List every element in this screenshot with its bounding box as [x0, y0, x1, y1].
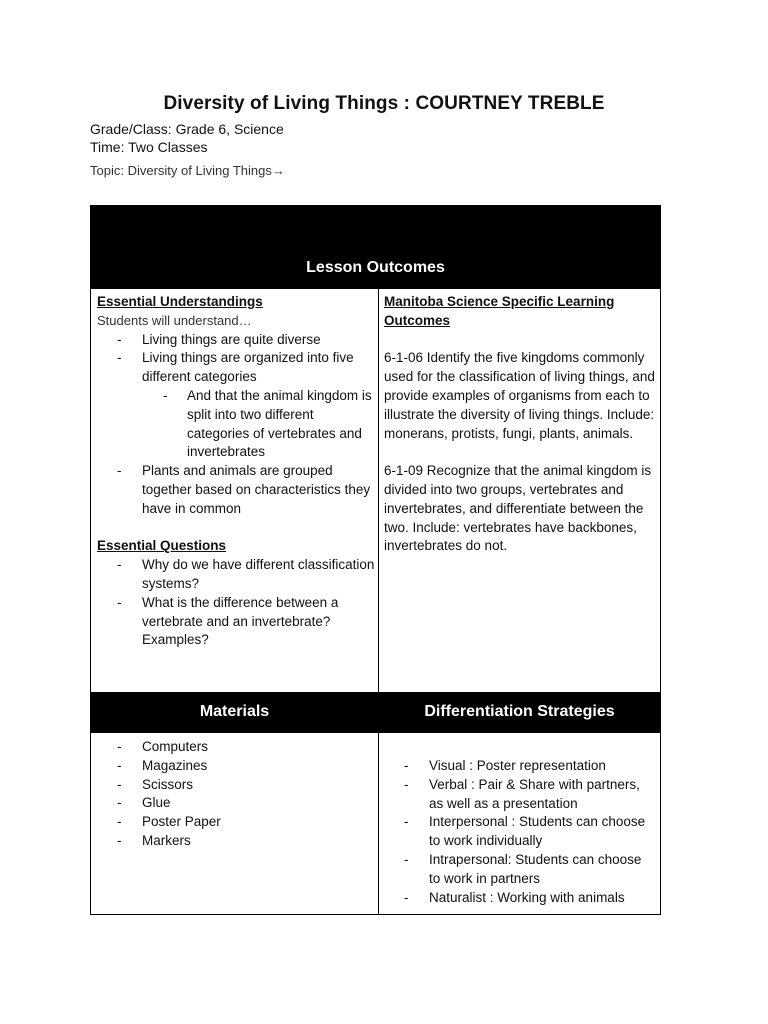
- understandings-sublist: [97, 387, 375, 462]
- list-item: [384, 776, 656, 814]
- list-item-text: Why do we have different classification systems?: [142, 557, 375, 591]
- bullet-dash: -: [117, 776, 122, 792]
- manitoba-outcomes-cell: [384, 293, 656, 556]
- materials-list: [97, 738, 375, 851]
- essential-understandings-heading: Essential Understandings: [97, 294, 263, 309]
- understandings-list-continued: [97, 462, 375, 518]
- list-item-text: Plants and animals are grouped together based on characteristics they have in common: [142, 463, 371, 516]
- list-item-text: What is the difference between a vertebrate and an invertebrate? Examples?: [142, 594, 339, 648]
- bullet-dash: -: [117, 594, 122, 610]
- understandings-intro: Students will understand…: [97, 312, 252, 328]
- lesson-plan-table: [90, 205, 661, 915]
- list-item: [97, 738, 375, 757]
- questions-list: [97, 556, 375, 650]
- list-item-text: Scissors: [142, 776, 194, 792]
- bullet-dash: -: [117, 757, 122, 773]
- list-item-text: Living things are quite diverse: [142, 331, 321, 347]
- bullet-dash: -: [117, 814, 122, 830]
- bullet-dash: -: [163, 387, 168, 403]
- outcome-6-1-09: 6-1-09 Recognize that the animal kingdom is divided into two groups, vertebrates and invertebrates, and differentiate between the two. Include: vertebrates have backbones, invertebrates do not.: [384, 463, 652, 554]
- class-time: Time: Two Classes: [90, 139, 208, 155]
- essential-questions-heading: Essential Questions: [97, 538, 227, 554]
- list-item: [97, 813, 375, 832]
- list-item-text: Naturalist : Working with animals: [429, 889, 625, 905]
- manitoba-outcomes-heading: Manitoba Science Specific Learning Outcomes: [384, 294, 615, 328]
- list-item: [384, 757, 656, 776]
- bullet-dash: -: [404, 814, 409, 830]
- list-item-text: Magazines: [142, 757, 208, 773]
- list-item: [97, 594, 375, 650]
- bullet-dash: -: [117, 739, 122, 754]
- bullet-dash: -: [117, 832, 122, 848]
- differentiation-list: [384, 757, 656, 907]
- list-item-text: Computers: [142, 739, 209, 754]
- essential-understandings-cell: [97, 293, 375, 650]
- list-item: [97, 757, 375, 776]
- column-divider: [378, 733, 379, 915]
- bullet-dash: -: [404, 851, 409, 867]
- list-item: [97, 794, 375, 813]
- materials-cell: [97, 738, 375, 851]
- bullet-dash: -: [117, 350, 122, 366]
- list-item-text: Markers: [142, 832, 191, 848]
- materials-heading: Materials: [199, 703, 270, 720]
- lesson-outcomes-header: [91, 206, 660, 289]
- list-item-text: And that the animal kingdom is split into two different categories of vertebrates and invertebrates: [187, 387, 372, 460]
- bullet-dash: -: [117, 331, 122, 347]
- list-item: [97, 462, 375, 518]
- list-item-text: Glue: [142, 795, 171, 811]
- bullet-dash: -: [404, 889, 409, 905]
- list-item: [384, 889, 656, 908]
- column-divider: [378, 289, 379, 692]
- bullet-dash: -: [117, 795, 122, 811]
- list-item: [384, 851, 656, 889]
- bullet-dash: -: [404, 776, 409, 792]
- list-item: [97, 349, 375, 387]
- list-item-text: Intrapersonal: Students can choose to work in partners: [429, 851, 642, 886]
- list-item: [97, 331, 375, 350]
- topic: Topic: Diversity of Living Things→: [90, 163, 285, 178]
- lesson-outcomes-title: Lesson Outcomes: [306, 259, 445, 276]
- page-title: Diversity of Living Things : COURTNEY TREBLE: [163, 93, 605, 114]
- bullet-dash: -: [404, 758, 409, 773]
- list-item-text: Living things are organized into five different categories: [142, 350, 354, 385]
- materials-differentiation-header: [91, 692, 660, 733]
- list-item: [97, 776, 375, 795]
- outcome-6-1-06: 6-1-06 Identify the five kingdoms commonly used for the classification of living things, and provide examples of organisms from each to illustrate the diversity of living things. Include: monerans, protists, fungi, plants, animals.: [384, 350, 655, 441]
- understandings-list: [97, 331, 375, 387]
- bullet-dash: -: [117, 557, 122, 573]
- differentiation-heading: Differentiation Strategies: [424, 703, 615, 720]
- grade-class: Grade/Class: Grade 6, Science: [90, 121, 284, 137]
- list-item-text: Visual : Poster representation: [429, 758, 606, 773]
- list-item: [384, 813, 656, 851]
- list-item: [97, 556, 375, 594]
- differentiation-cell: [384, 757, 656, 907]
- bullet-dash: -: [117, 463, 122, 479]
- list-item-text: Poster Paper: [142, 814, 221, 830]
- list-item-text: Verbal : Pair & Share with partners, as well as a presentation: [429, 776, 640, 811]
- list-item: [97, 832, 375, 851]
- list-item: [97, 387, 375, 462]
- list-item-text: Interpersonal : Students can choose to work individually: [429, 814, 646, 849]
